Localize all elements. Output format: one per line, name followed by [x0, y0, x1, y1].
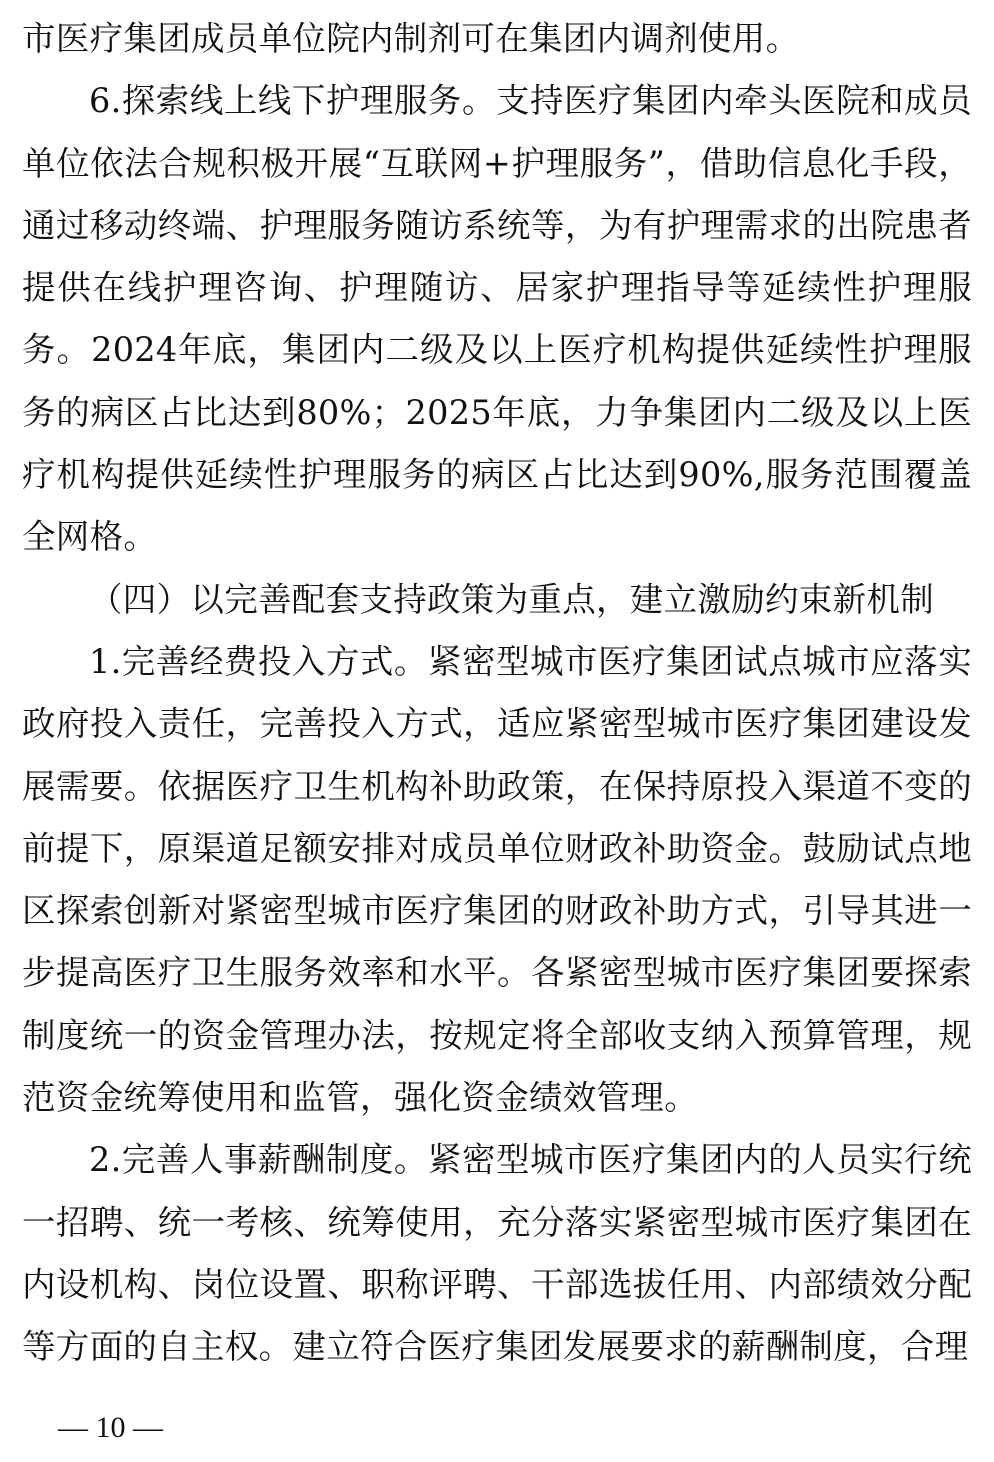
- paragraph-funding: 1.完善经费投入方式。紧密型城市医疗集团试点城市应落实政府投入责任，完善投入方式，适应紧密型城市医疗集团建设发展需要。依据医疗卫生机构补助政策，在保持原投入渠道不变的前提下，原渠道足额安排对成员单位财政补助资金。鼓励试点地区探索创新对紧密型城市医疗集团的财政补助方式，引导其进一步提高医疗卫生服务效率和水平。各紧密型城市医疗集团要探索制度统一的资金管理办法，按规定将全部收支纳入预算管理，规范资金统筹使用和监管，强化资金绩效管理。: [22, 641, 972, 1118]
- section-heading-4: （四）以完善配套支持政策为重点，建立激励约束新机制: [89, 579, 934, 619]
- paragraph-nursing-services: 6.探索线上线下护理服务。支持医疗集团内牵头医院和成员单位依法合规积极开展“互联网+护理服务”，借助信息化手段，通过移动终端、护理服务随访系统等，为有护理需求的出院患者提供在线护理咨询、护理随访、居家护理指导等延续性护理服务。2024年底，集团内二级及以上医疗机构提供延续性护理服务的病区占比达到80%；2025年底，力争集团内二级及以上医疗机构提供延续性护理服务的病区占比达到90%,服务范围覆盖全网格。: [22, 81, 972, 557]
- paragraph-continued: 市医疗集团成员单位院内制剂可在集团内调剂使用。: [22, 19, 800, 58]
- document-page: [22, 8, 972, 1379]
- paragraph-personnel-pay: 2.完善人事薪酬制度。紧密型城市医疗集团内的人员实行统一招聘、统一考核、统筹使用，充分落实紧密型城市医疗集团在内设机构、岗位设置、职称评聘、干部选拔任用、内部绩效分配等方面的自主权。建立符合医疗集团发展要求的薪酬制度，合理: [22, 1140, 972, 1367]
- page-number: — 10 —: [58, 1411, 163, 1444]
